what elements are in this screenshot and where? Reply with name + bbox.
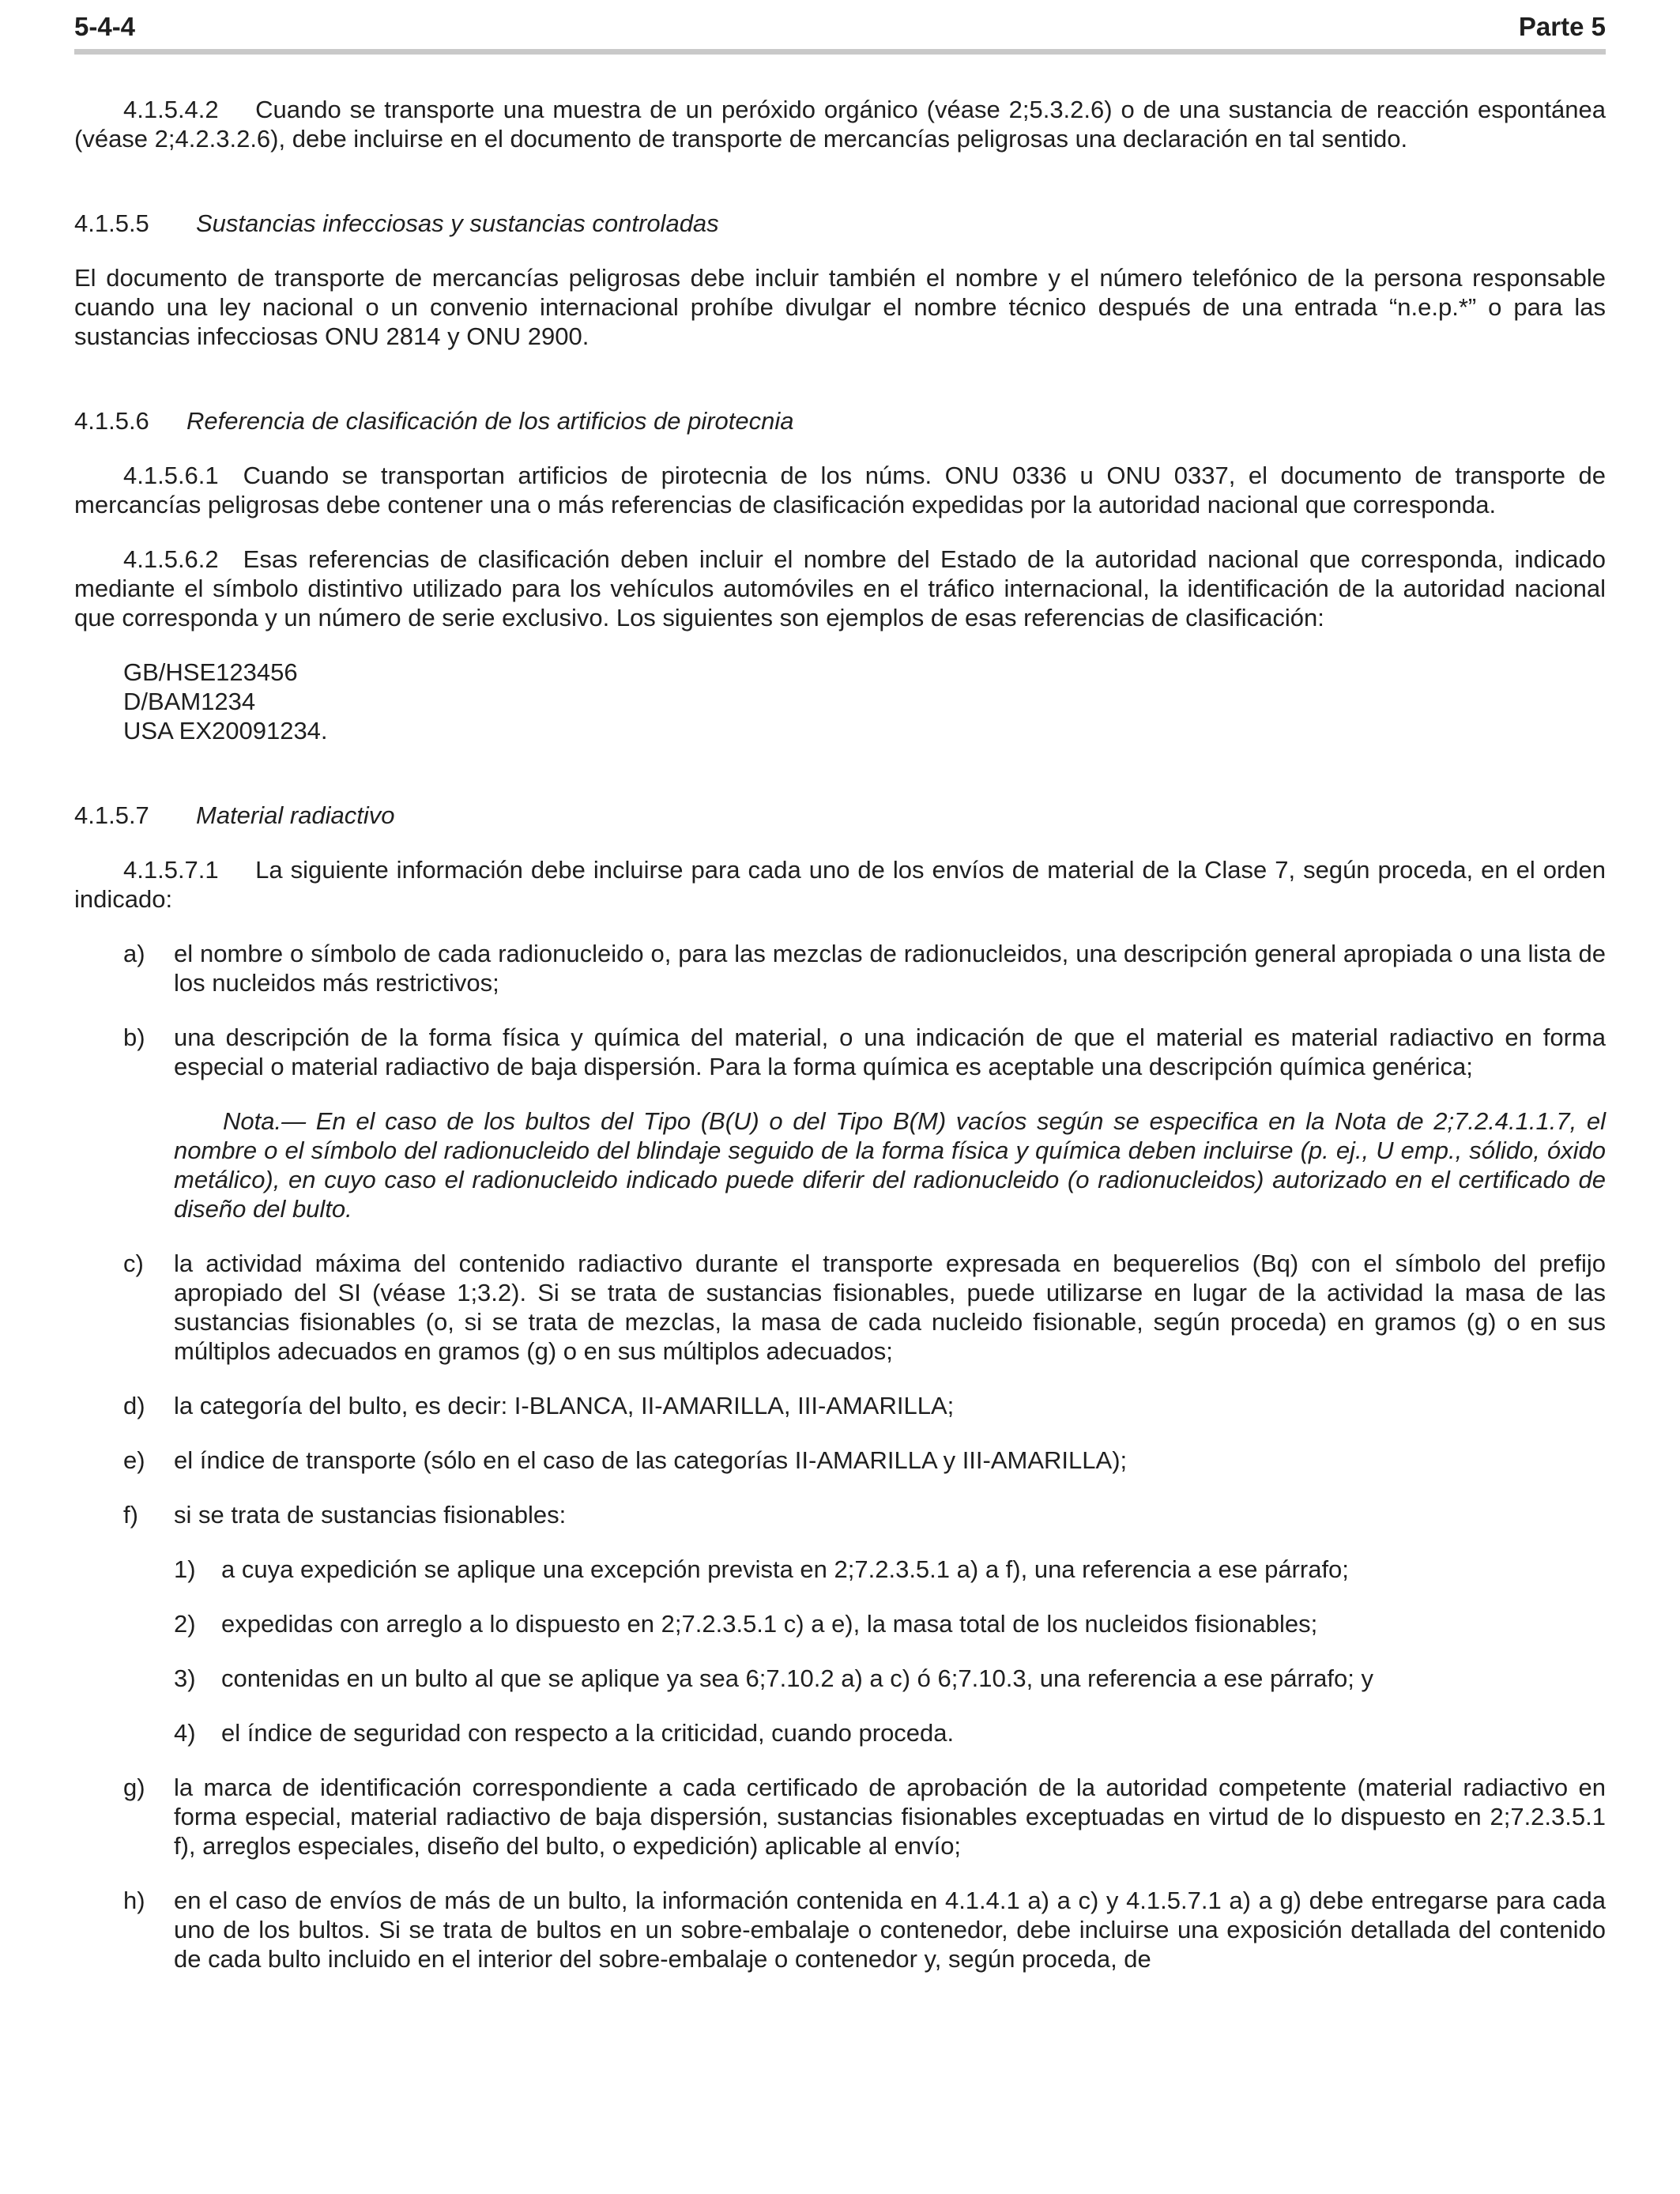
sub-item-label: 3) xyxy=(174,1664,196,1692)
item-label: d) xyxy=(123,1392,145,1419)
code-example: GB/HSE123456 xyxy=(123,658,298,686)
section-title: Material radiactivo xyxy=(196,801,395,829)
heading-4-1-5-7 xyxy=(74,801,1606,830)
list-item xyxy=(123,1446,1606,1475)
section-title: Referencia de clasificación de los artificios de pirotecnia xyxy=(186,407,794,435)
item-label: a) xyxy=(123,940,145,967)
page-header xyxy=(74,0,1606,41)
list-item xyxy=(123,1391,1606,1420)
item-label: g) xyxy=(123,1774,145,1801)
sub-list-item xyxy=(174,1664,1606,1693)
sub-item-label: 2) xyxy=(174,1610,196,1638)
sub-item-text: el índice de seguridad con respecto a la criticidad, cuando proceda. xyxy=(221,1719,955,1747)
list-item xyxy=(123,1773,1606,1860)
item-text: en el caso de envíos de más de un bulto, la información contenida en 4.1.4.1 a) a c) y 4.1.5.7.1 a) a g) debe entregarse para cada uno de los bultos. Si se trata de bultos en un sobre-embalaje o contenedor, debe incluirse una exposición detallada del contenido de cada bulto incluido en el interior del sobre-embalaje o contenedor y, según proceda, de xyxy=(174,1887,1606,1973)
sub-item-text: contenidas en un bulto al que se aplique ya sea 6;7.10.2 a) a c) ó 6;7.10.3, una referencia a ese párrafo; y xyxy=(221,1664,1373,1692)
item-text: la categoría del bulto, es decir: I-BLANCA, II-AMARILLA, III-AMARILLA; xyxy=(174,1392,955,1419)
item-text: una descripción de la forma física y química del material, o una indicación de que el material es material radiactivo en forma especial o material radiactivo de baja dispersión. Para la forma química es aceptable una descripción química genérica; xyxy=(174,1023,1606,1080)
paragraph-4-1-5-5: El documento de transporte de mercancías peligrosas debe incluir también el nombre y el número telefónico de la persona responsable cuando una ley nacional o un convenio internacional prohíbe divulgar el nombre técnico después de una entrada “n.e.p.*” o para las sustancias infecciosas ONU 2814 y ONU 2900. xyxy=(74,264,1606,350)
section-title: Sustancias infecciosas y sustancias controladas xyxy=(196,209,719,237)
item-text: la marca de identificación correspondiente a cada certificado de aprobación de la autoridad competente (material radiactivo en forma especial, material radiactivo de baja dispersión, sustancias fisionables exceptuadas en virtud de lo dispuesto en 2;7.2.3.5.1 f), arreglos especiales, diseño del bulto, o expedición) aplicable al envío; xyxy=(174,1774,1606,1860)
sub-item-text: expedidas con arreglo a lo dispuesto en 2;7.2.3.5.1 c) a e), la masa total de los nucleidos fisionables; xyxy=(221,1610,1318,1638)
paragraph-4-1-5-6-1: 4.1.5.6.1 Cuando se transportan artificios de pirotecnia de los núms. ONU 0336 u ONU 0337, el documento de transporte de mercancías peligrosas debe contener una o más referencias de clasificación expedidas por la autoridad nacional que corresponda. xyxy=(74,462,1606,518)
item-text: el nombre o símbolo de cada radionucleido o, para las mezclas de radionucleidos, una descripción general apropiada o una lista de los nucleidos más restrictivos; xyxy=(174,940,1606,997)
list-item xyxy=(123,1023,1606,1081)
sub-item-label: 1) xyxy=(174,1555,196,1583)
section-number: 4.1.5.6 xyxy=(74,407,149,435)
item-label: f) xyxy=(123,1501,138,1529)
item-text: la actividad máxima del contenido radiactivo durante el transporte expresada en bequerelios (Bq) con el símbolo del prefijo apropiado del SI (véase 1;3.2). Si se trata de sustancias fisionables, puede utilizarse en lugar de la actividad la masa de las sustancias fisionables (o, si se trata de mezclas, la masa de cada nucleido fisionable, según proceda) en gramos (g) o en sus múltiplos adecuados en gramos (g) o en sus múltiplos adecuados; xyxy=(174,1250,1606,1365)
item-label: b) xyxy=(123,1023,145,1051)
sub-list-item xyxy=(174,1718,1606,1747)
list-item xyxy=(123,1886,1606,1973)
heading-4-1-5-5 xyxy=(74,209,1606,238)
part-label: Parte 5 xyxy=(1518,12,1606,41)
item-text: el índice de transporte (sólo en el caso de las categorías II-AMARILLA y III-AMARILLA); xyxy=(174,1446,1128,1474)
heading-4-1-5-6 xyxy=(74,406,1606,435)
paragraph-4-1-5-6-2: 4.1.5.6.2 Esas referencias de clasificación deben incluir el nombre del Estado de la autoridad nacional que corresponda, indicado mediante el símbolo distintivo utilizado para los vehículos automóviles en el tráfico internacional, la identificación de la autoridad nacional que corresponda y un número de serie exclusivo. Los siguientes son ejemplos de esas referencias de clasificación: xyxy=(74,545,1606,631)
section-number: 4.1.5.7 xyxy=(74,801,149,829)
code-example: USA EX20091234. xyxy=(123,717,328,745)
item-label: e) xyxy=(123,1446,145,1474)
sub-item-text: a cuya expedición se aplique una excepción prevista en 2;7.2.3.5.1 a) a f), una referencia a ese párrafo; xyxy=(221,1555,1349,1583)
code-example: D/BAM1234 xyxy=(123,688,256,715)
section-number: 4.1.5.5 xyxy=(74,209,149,237)
paragraph-4-1-5-4-2: 4.1.5.4.2 Cuando se transporte una muestra de un peróxido orgánico (véase 2;5.3.2.6) o de una sustancia de reacción espontánea (véase 2;4.2.3.2.6), debe incluirse en el documento de transporte de mercancías peligrosas una declaración en tal sentido. xyxy=(74,96,1606,153)
classification-examples xyxy=(123,658,1606,745)
list-item xyxy=(123,1249,1606,1366)
page-number: 5-4-4 xyxy=(74,12,136,41)
header-rule xyxy=(74,49,1606,55)
item-text: si se trata de sustancias fisionables: xyxy=(174,1501,567,1529)
item-label: c) xyxy=(123,1250,144,1277)
paragraph-4-1-5-7-1: 4.1.5.7.1 La siguiente información debe incluirse para cada uno de los envíos de material de la Clase 7, según proceda, en el orden indicado: xyxy=(74,856,1606,913)
list-item xyxy=(123,939,1606,997)
sub-item-label: 4) xyxy=(174,1719,196,1747)
note-paragraph: Nota.— En el caso de los bultos del Tipo (B(U) o del Tipo B(M) vacíos según se especifica en la Nota de 2;7.2.4.1.1.7, el nombre o el símbolo del radionucleido del blindaje seguido de la forma física y química deben incluirse (p. ej., U emp., sólido, óxido metálico), en cuyo caso el radionucleido indicado puede diferir del radionucleido (o radionucleidos) autorizado en el certificado de diseño del bulto. xyxy=(174,1107,1606,1223)
item-label: h) xyxy=(123,1887,145,1914)
sub-list-item xyxy=(174,1609,1606,1638)
sub-list-item xyxy=(174,1555,1606,1584)
list-item xyxy=(123,1500,1606,1529)
